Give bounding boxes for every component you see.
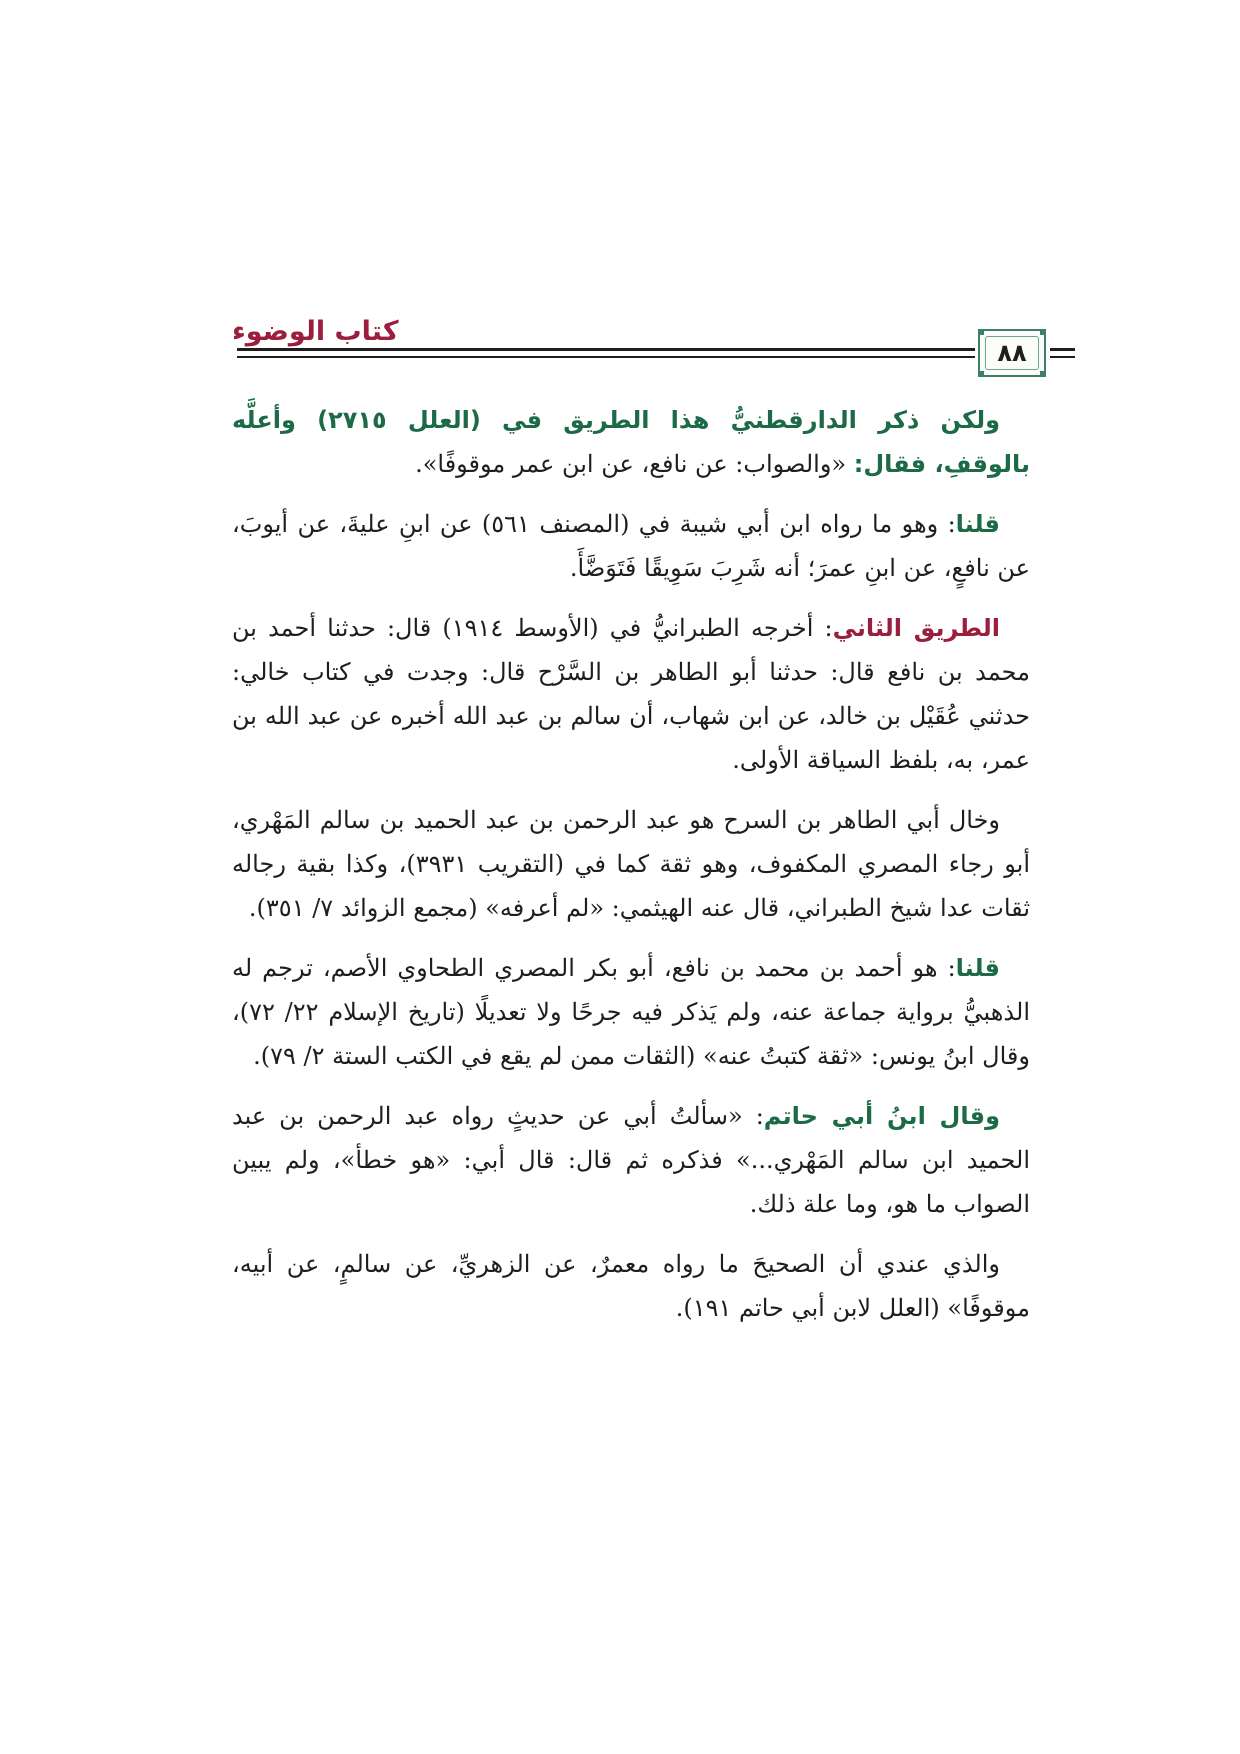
paragraph-3 — [232, 606, 1030, 782]
paragraph-text: : هو أحمد بن محمد بن نافع، أبو بكر المصري الطحاوي الأصم، ترجم له الذهبيُّ برواية جماعة عنه، ولم يَذكر فيه جرحًا ولا تعديلًا (تاريخ الإسلام ٢٢/ ٧٢)، وقال ابنُ يونس: «ثقة كتبتُ عنه» (الثقات ممن لم يقع في الكتب الستة ٢/ ٧٩). — [232, 954, 1030, 1070]
page-number: ٨٨ — [985, 336, 1039, 370]
page-number-badge — [978, 329, 1046, 377]
ornament-corner — [1040, 371, 1046, 377]
book-title: كتاب الوضوء — [232, 316, 399, 347]
paragraph-6 — [232, 1094, 1030, 1226]
header-rule-right-bottom — [1050, 356, 1075, 358]
paragraph-7 — [232, 1242, 1030, 1330]
paragraph-text: وخال أبي الطاهر بن السرح هو عبد الرحمن بن عبد الحميد بن سالم المَهْري، أبو رجاء المصري المكفوف، وهو ثقة كما في (التقريب ٣٩٣١)، وكذا بقية رجاله ثقات عدا شيخ الطبراني، قال عنه الهيثمي: «لم أعرفه» (مجمع الزوائد ٧/ ٣٥١). — [232, 806, 1030, 922]
paragraph-label: قلنا — [955, 510, 1000, 538]
header-rule-right-top — [1050, 348, 1075, 351]
ornament-corner — [978, 371, 984, 377]
paragraph-text: والذي عندي أن الصحيحَ ما رواه معمرٌ، عن الزهريِّ، عن سالمٍ، عن أبيه، موقوفًا» (العلل لابن أبي حاتم ١٩١). — [232, 1250, 1030, 1322]
paragraph-label: الطريق الثاني — [832, 614, 1001, 642]
paragraph-text: : أخرجه الطبرانيُّ في (الأوسط ١٩١٤) قال: حدثنا أحمد بن محمد بن نافع قال: حدثنا أبو الطاهر بن السَّرْح قال: وجدت في كتاب خالي: حدثني عُقَيْل بن خالد، عن ابن شهاب، أن سالم بن عبد الله أخبره عن عبد الله بن عمر، به، بلفظ السياقة الأولى. — [232, 614, 1030, 774]
ornament-corner — [1040, 329, 1046, 335]
header-rule-top — [237, 348, 975, 351]
paragraph-4 — [232, 798, 1030, 930]
paragraph-text: «والصواب: عن نافع، عن ابن عمر موقوفًا». — [415, 450, 854, 478]
paragraph-label: وقال ابنُ أبي حاتم — [763, 1102, 1001, 1130]
paragraph-text: : وهو ما رواه ابن أبي شيبة في (المصنف ٥٦١) عن ابنِ عليةَ، عن أيوبَ، عن نافعٍ، عن ابنِ عمرَ؛ أنه شَرِبَ سَوِيقًا فَتَوَضَّأَ. — [232, 510, 1030, 582]
main-text — [232, 398, 1030, 1346]
paragraph-2 — [232, 502, 1030, 590]
ornament-corner — [978, 329, 984, 335]
paragraph-lead: ولكن ذكر الدارقطنيُّ هذا الطريق في (العلل ٢٧١٥) وأعلَّه بالوقفِ، فقال: — [232, 406, 1030, 478]
paragraph-1 — [232, 398, 1030, 486]
paragraph-label: قلنا — [955, 954, 1000, 982]
paragraph-text: : «سألتُ أبي عن حديثٍ رواه عبد الرحمن بن عبد الحميد ابن سالم المَهْري...» فذكره ثم قال: قال أبي: «هو خطأ»، ولم يبين الصواب ما هو، وما علة ذلك. — [232, 1102, 1030, 1218]
paragraph-5 — [232, 946, 1030, 1078]
header-rule-bottom — [237, 356, 975, 358]
